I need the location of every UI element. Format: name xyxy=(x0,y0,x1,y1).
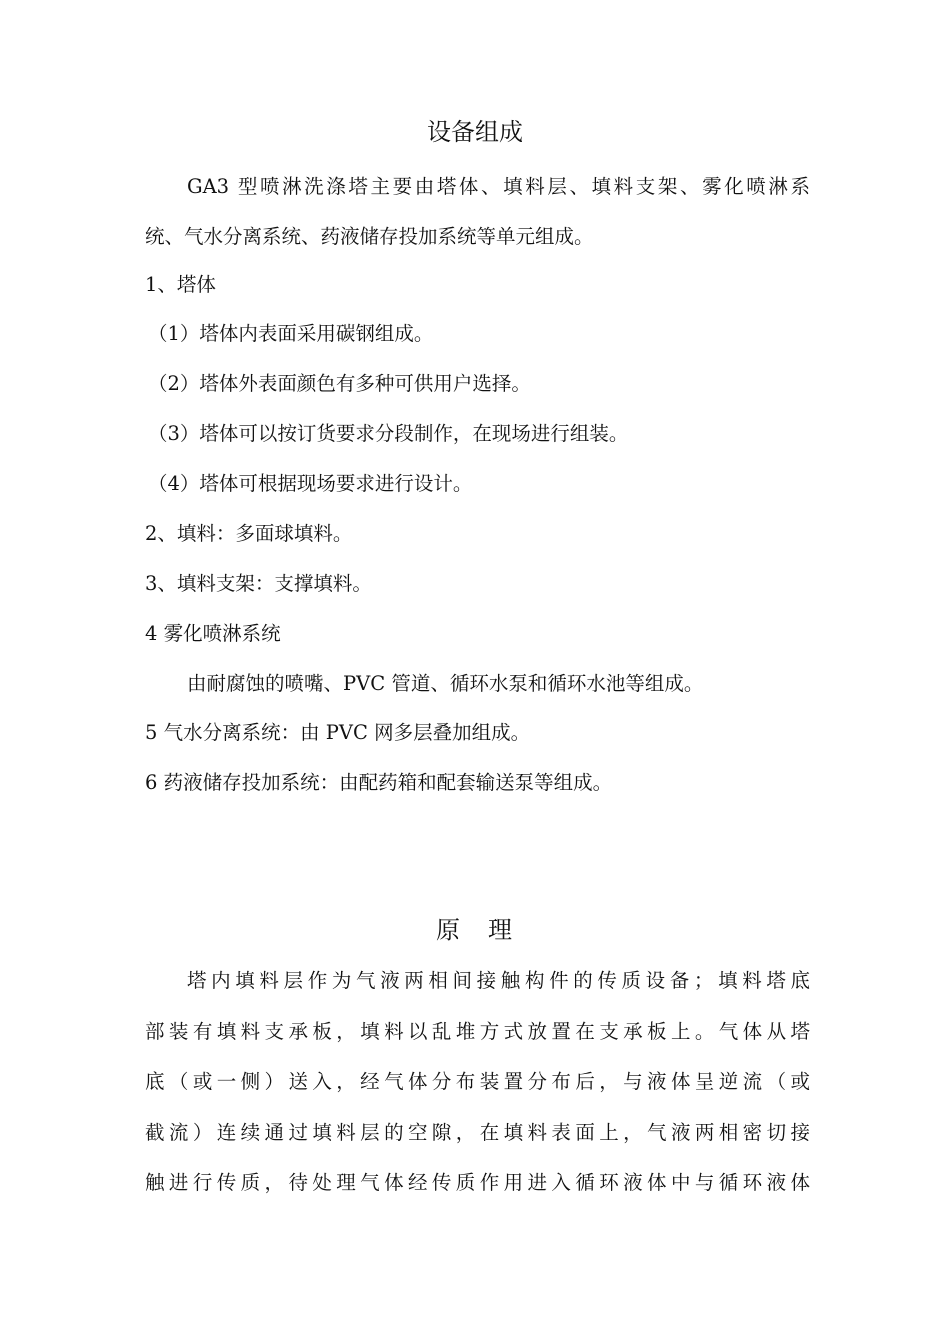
item-1-sub-1: （1）塔体内表面采用碳钢组成。 xyxy=(148,322,434,345)
item-1-heading: 1、塔体 xyxy=(145,273,216,296)
intro-paragraph-line-1: GA3 型喷淋洗涤塔主要由塔体、填料层、填料支架、雾化喷淋系 xyxy=(187,175,810,198)
intro-paragraph-line-2: 统、气水分离系统、药液储存投加系统等单元组成。 xyxy=(145,225,594,248)
item-1-sub-2: （2）塔体外表面颜色有多种可供用户选择。 xyxy=(148,372,531,395)
item-1-sub-4: （4）塔体可根据现场要求进行设计。 xyxy=(148,472,473,495)
principle-line-1: 塔内填料层作为气液两相间接触构件的传质设备；填料塔底 xyxy=(187,969,810,992)
principle-line-3: 底（或一侧）送入，经气体分布装置分布后，与液体呈逆流（或 xyxy=(145,1070,810,1093)
item-2: 2、填料：多面球填料。 xyxy=(145,522,353,545)
item-4-heading: 4 雾化喷淋系统 xyxy=(145,622,281,645)
principle-line-5: 触进行传质，待处理气体经传质作用进入循环液体中与循环液体 xyxy=(145,1171,810,1194)
item-4-description: 由耐腐蚀的喷嘴、PVC 管道、循环水泵和循环水池等组成。 xyxy=(187,672,704,695)
item-3: 3、填料支架：支撑填料。 xyxy=(145,572,372,595)
principle-line-2: 部装有填料支承板，填料以乱堆方式放置在支承板上。气体从塔 xyxy=(145,1020,810,1043)
section-title-equipment: 设备组成 xyxy=(427,118,523,146)
principle-line-4: 截流）连续通过填料层的空隙，在填料表面上，气液两相密切接 xyxy=(145,1121,810,1144)
section-title-principle: 原 理 xyxy=(436,916,514,944)
item-5: 5 气水分离系统：由 PVC 网多层叠加组成。 xyxy=(145,721,531,744)
item-1-sub-3: （3）塔体可以按订货要求分段制作，在现场进行组装。 xyxy=(148,422,629,445)
item-6: 6 药液储存投加系统：由配药箱和配套输送泵等组成。 xyxy=(145,771,613,794)
